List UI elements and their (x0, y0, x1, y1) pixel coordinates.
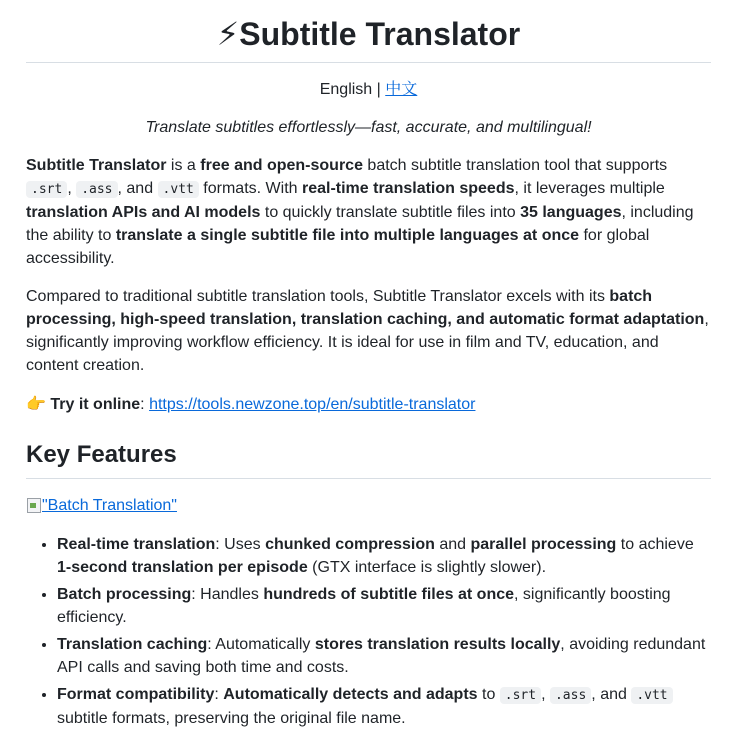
code-ass: .ass (76, 181, 117, 198)
compare-text-1: Compared to traditional subtitle translation tools, Subtitle Translator excels with its (26, 288, 610, 305)
intro-strong-2: free and open-source (200, 157, 363, 174)
code-srt: .srt (26, 181, 67, 198)
intro-text-3: , (67, 180, 77, 197)
page-title-text: Subtitle Translator (239, 16, 521, 52)
section-heading-key-features: Key Features (26, 441, 177, 468)
features-list (26, 533, 711, 730)
feature-text: to (477, 686, 500, 703)
feature-text: to achieve (616, 536, 694, 553)
compare-strong: batch processing, high-speed translation, translation caching, and automatic format adaptation (26, 288, 705, 328)
broken-image-icon (26, 497, 42, 513)
feature-text: and (434, 536, 471, 553)
feature-strong: parallel processing (470, 536, 617, 553)
feature-text: : (214, 686, 224, 703)
try-online-link[interactable]: https://tools.newzone.top/en/subtitle-translator (149, 396, 476, 413)
batch-translation-image-link[interactable] (26, 494, 711, 517)
intro-text-7: to quickly translate subtitle files into (260, 204, 521, 221)
tagline: Translate subtitles effortlessly—fast, accurate, and multilingual! (145, 119, 592, 136)
feature-strong: stores translation results locally (314, 636, 561, 653)
intro-text-5: formats. With (198, 180, 302, 197)
compare-text-2: , significantly improving workflow efficiency. It is ideal for use in film and TV, education, and content creation. (26, 311, 709, 374)
list-item-format-compatibility (57, 683, 711, 730)
feature-title: Format compatibility (57, 686, 215, 703)
list-item-realtime-translation (57, 533, 711, 579)
lightning-icon: ⚡ (216, 16, 240, 52)
intro-text-8: , including the ability to (26, 204, 694, 244)
intro-strong-3: real-time translation speeds (301, 180, 515, 197)
intro-paragraph (26, 154, 711, 270)
feature-text: , avoiding redundant API calls and saving both time and costs. (57, 636, 706, 676)
batch-translation-image-alt[interactable]: "Batch Translation" (42, 497, 177, 514)
list-item-translation-caching (57, 633, 711, 679)
title-divider (26, 62, 711, 63)
try-online-label: Try it online (50, 396, 141, 413)
feature-strong: Automatically detects and adapts (223, 686, 478, 703)
feature-title: Real-time translation (57, 536, 216, 553)
feature-strong: 1-second translation per episode (57, 559, 308, 576)
feature-title: Batch processing (57, 586, 192, 603)
intro-text-2: batch subtitle translation tool that supports (362, 157, 668, 174)
feature-text: , and (591, 686, 632, 703)
intro-strong-6: translate a single subtitle file into multiple languages at once (115, 227, 580, 244)
feature-title: Translation caching (57, 636, 208, 653)
try-online-separator: : (140, 396, 150, 413)
language-switch (26, 78, 711, 101)
code-ass: .ass (550, 687, 591, 704)
feature-text: , significantly boosting efficiency. (57, 586, 671, 626)
feature-text: : Uses (215, 536, 266, 553)
page-title (26, 0, 711, 54)
feature-strong: hundreds of subtitle files at once (263, 586, 515, 603)
try-online-line (26, 393, 711, 416)
intro-text-6: , it leverages multiple (514, 180, 665, 197)
language-link-chinese[interactable]: 中文 (385, 81, 418, 98)
intro-text-1: is a (166, 157, 201, 174)
language-separator: | (372, 81, 386, 98)
intro-strong-1: Subtitle Translator (26, 157, 167, 174)
compare-paragraph (26, 285, 711, 377)
feature-text: (GTX interface is slightly slower). (307, 559, 547, 576)
language-current: English (319, 81, 373, 98)
readme-body (26, 0, 711, 730)
intro-strong-4: translation APIs and AI models (26, 204, 261, 221)
feature-strong: chunked compression (265, 536, 435, 553)
intro-text-9: for global accessibility. (26, 227, 650, 267)
code-vtt: .vtt (631, 687, 672, 704)
code-vtt: .vtt (158, 181, 199, 198)
feature-text: : Automatically (207, 636, 315, 653)
intro-strong-5: 35 languages (520, 204, 622, 221)
feature-text: : Handles (191, 586, 264, 603)
intro-text-4: , and (117, 180, 158, 197)
feature-text: subtitle formats, preserving the original file name. (57, 710, 406, 727)
section-divider (26, 478, 711, 479)
feature-text: , (541, 686, 550, 703)
list-item-batch-processing (57, 583, 711, 629)
code-srt: .srt (500, 687, 541, 704)
pointing-hand-icon: 👉 (26, 396, 46, 413)
